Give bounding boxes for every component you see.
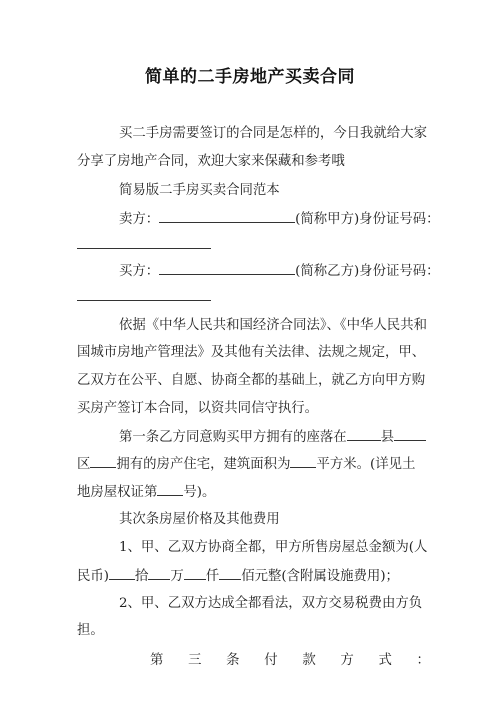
heading-char: ： [416,653,430,668]
article-one-line [77,483,215,502]
buyer-suffix: (简称乙方)身份证号码： [295,264,440,279]
price-blank [109,567,135,580]
heading-char: 条 [226,653,240,668]
price-text: 民币) [77,569,110,584]
buyer-label: 买方： [119,264,160,279]
price-line [77,567,399,586]
intro-line: 分享了房地产合同，欢迎大家来保藏和参考哦 [77,154,345,169]
basis-line: 依据《中华人民共和国经济合同法》、《中华人民共和 [119,318,427,333]
article-one-text: 拥有的房产住宅，建筑面积为 [116,457,291,472]
price-text: 佰元整(含附属设施费用)； [241,569,399,584]
article-three-heading [150,652,430,670]
location-blank [90,455,116,468]
county-label: 县 [380,430,395,445]
certificate-suffix: 号)。 [183,485,216,500]
buyer-id-blank [77,300,211,301]
buyer-name-blank [159,262,295,275]
price-blank [219,567,241,580]
price-unit: 万 [170,569,184,584]
heading-char: 付 [264,653,278,668]
heading-char: 三 [188,653,202,668]
page-title: 简单的二手房地产买卖合同 [145,67,355,87]
district-blank [394,428,426,441]
heading-char: 式 [378,653,392,668]
heading-char: 方 [340,653,354,668]
article-two-heading: 其次条房屋价格及其他费用 [119,512,280,527]
seller-id-blank [77,248,211,249]
price-blank [184,567,206,580]
area-blank [290,455,316,468]
tax-line: 担。 [77,623,104,638]
intro-line: 买二手房需要签订的合同是怎样的，今日我就给大家 [119,126,427,141]
price-line: 1、甲、乙双方协商全都，甲方所售房屋总金额为(人 [119,540,428,555]
price-blank [148,567,170,580]
article-one-line [119,428,426,447]
tax-line: 2、甲、乙双方达成全都看法，双方交易税费由方负 [119,596,423,611]
basis-line: 买房产签订本合同，以资共同信守执行。 [77,401,319,416]
certificate-label: 地房屋权证第 [77,485,158,500]
price-unit: 仟 [205,569,220,584]
seller-label: 卖方： [119,212,160,227]
buyer-line [119,262,440,281]
seller-line [119,210,440,229]
article-one-line [77,455,415,474]
sample-heading: 简易版二手房买卖合同范本 [119,183,280,198]
heading-char: 第 [150,653,164,668]
article-one-text: 第一条乙方同意购买甲方拥有的座落在 [119,430,347,445]
price-unit: 拾 [135,569,149,584]
seller-name-blank [159,210,295,223]
certificate-blank [157,483,183,496]
basis-line: 国城市房地产管理法》及其他有关法律、法规之规定，甲、 [77,345,426,360]
seller-suffix: (简称甲方)身份证号码： [295,212,440,227]
district-label: 区 [77,457,91,472]
article-one-text: 平方米。(详见土 [316,457,416,472]
heading-char: 款 [302,653,316,668]
basis-line: 乙双方在公平、自愿、协商全都的基础上，就乙方向甲方购 [77,373,426,388]
county-blank [347,428,381,441]
